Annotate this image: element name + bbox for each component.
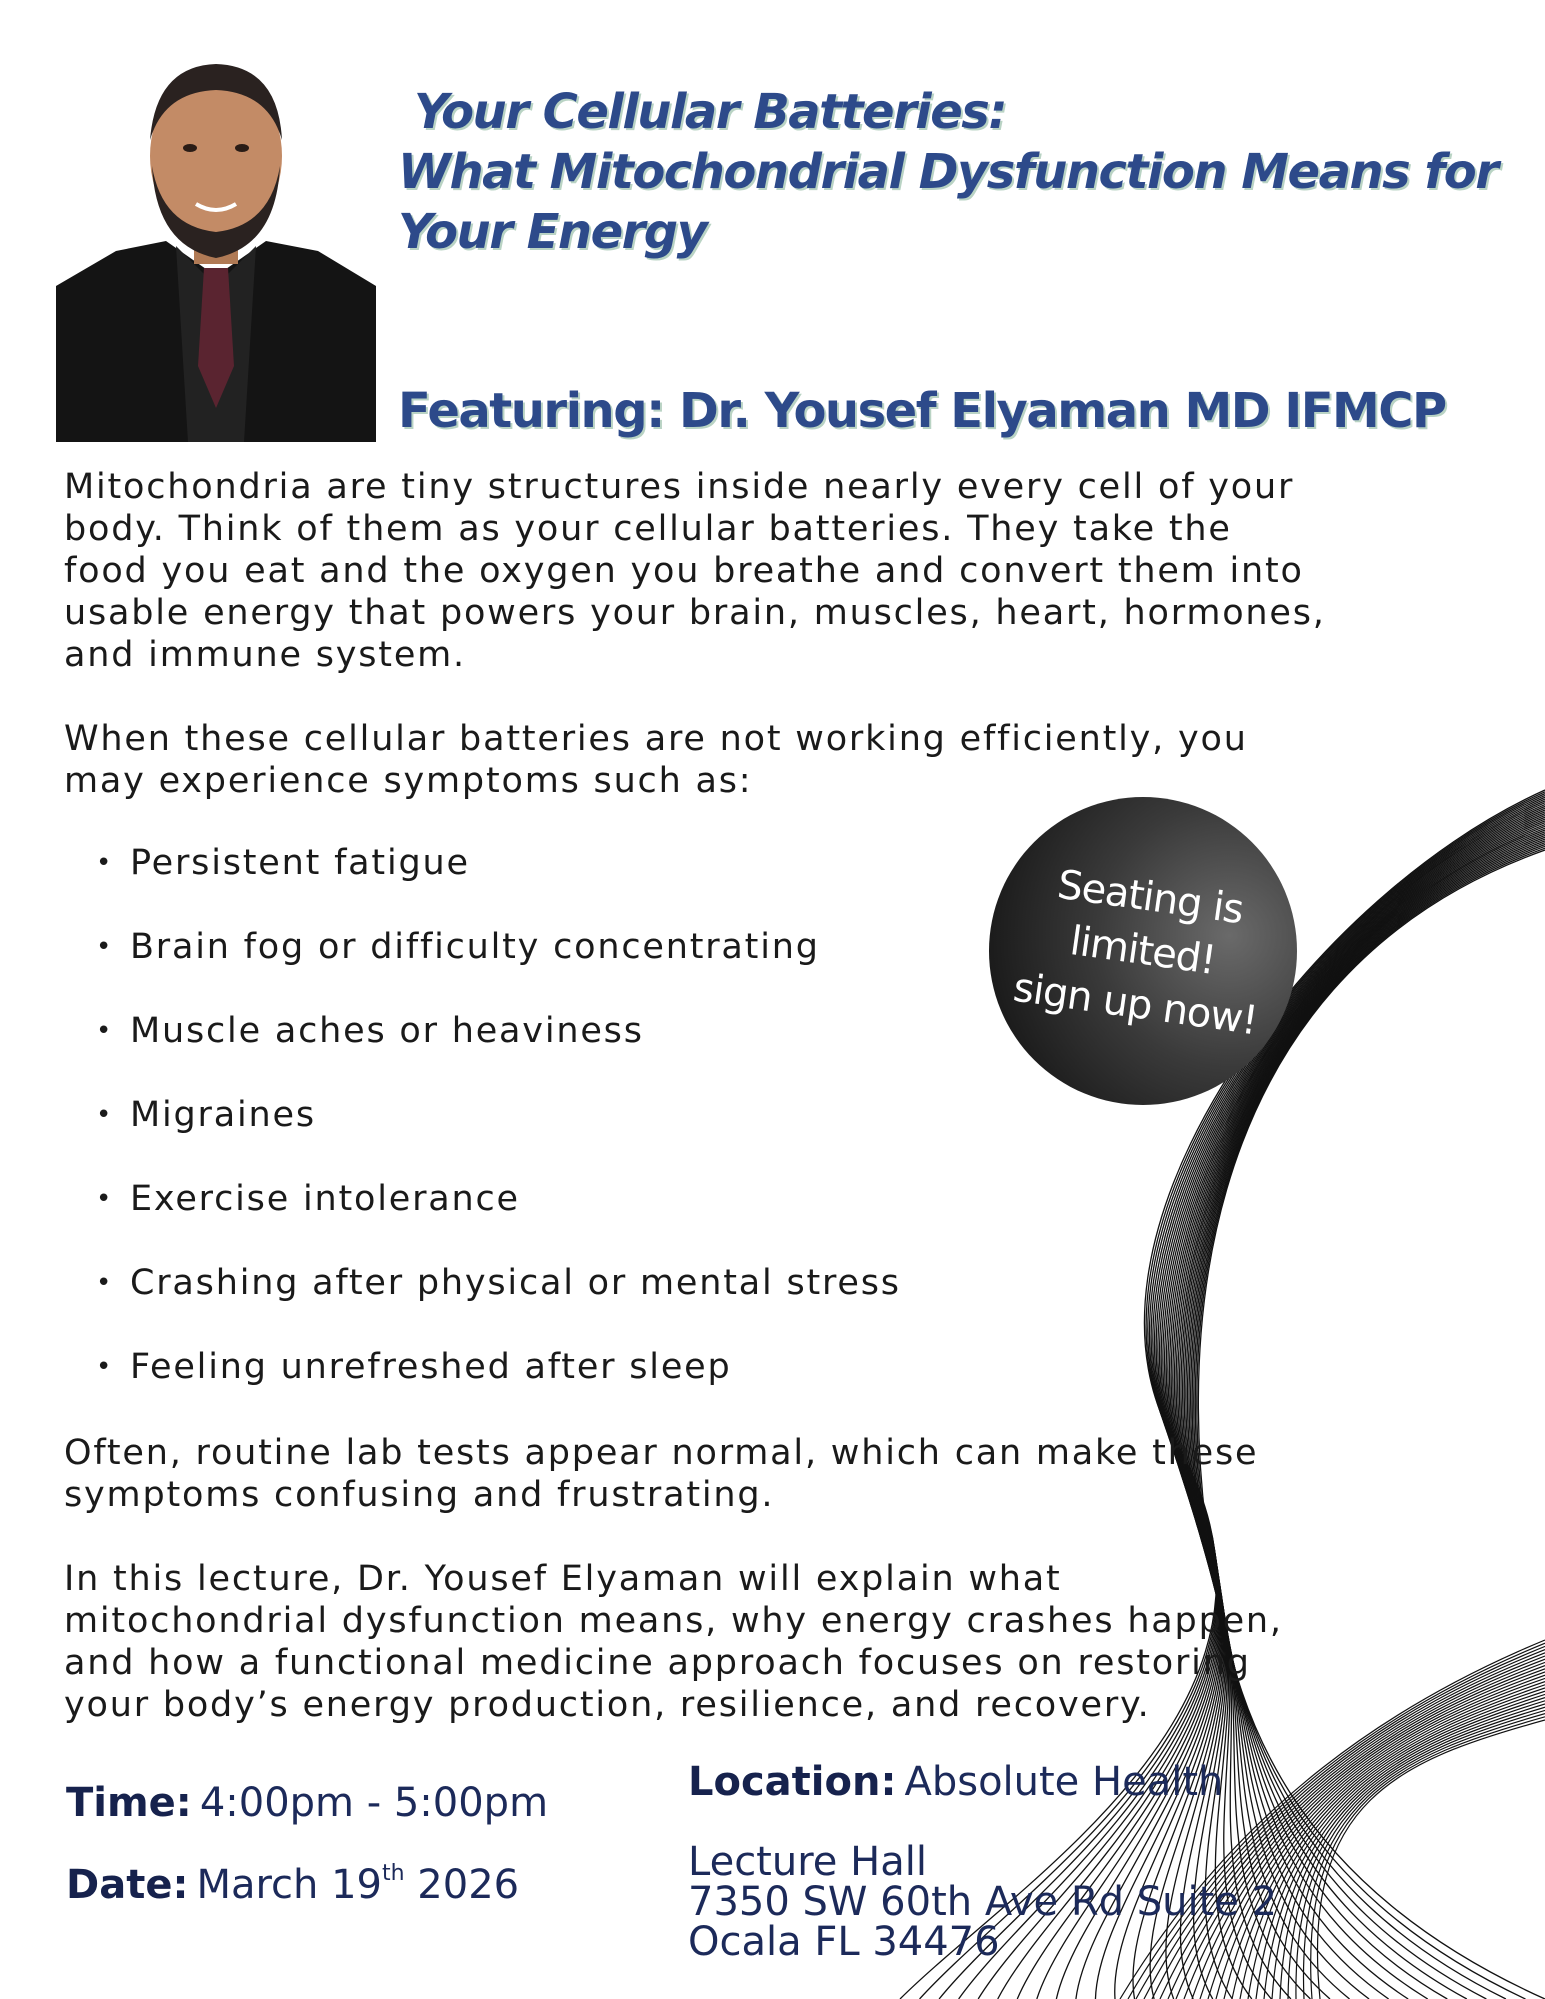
list-item bbox=[96, 1178, 901, 1262]
lecture-line: mitochondrial dysfunction means, why energy crashes happen, bbox=[64, 1601, 1283, 1641]
list-item bbox=[96, 926, 901, 1010]
bullet-icon: • bbox=[96, 1268, 114, 1298]
location-line: Ocala FL 34476 bbox=[688, 1919, 1000, 1965]
wave-line bbox=[1272, 1701, 1545, 1999]
location-label: Location: bbox=[688, 1759, 897, 1805]
event-time bbox=[66, 1780, 548, 1826]
symptoms-list bbox=[96, 842, 901, 1430]
bullet-icon: • bbox=[96, 1184, 114, 1214]
lab-tests-line: Often, routine lab tests appear normal, which can make these bbox=[64, 1433, 1259, 1473]
intro-line: usable energy that powers your brain, muscles, heart, hormones, bbox=[64, 593, 1326, 633]
date-value: March 19 bbox=[196, 1862, 382, 1908]
date-label: Date: bbox=[66, 1862, 189, 1908]
bullet-icon: • bbox=[96, 1016, 114, 1046]
intro-paragraph bbox=[64, 466, 1484, 676]
event-title bbox=[398, 82, 1538, 262]
symptom-text: Migraines bbox=[130, 1095, 316, 1135]
bullet-icon: • bbox=[96, 1352, 114, 1382]
bullet-icon: • bbox=[96, 932, 114, 962]
date-year: 2026 bbox=[417, 1862, 520, 1908]
lecture-line: and how a functional medicine approach focuses on restoring bbox=[64, 1643, 1251, 1683]
badge-line: limited! bbox=[1067, 918, 1219, 984]
list-item bbox=[96, 1010, 901, 1094]
list-item bbox=[96, 1346, 901, 1430]
featuring-speaker: Featuring: Dr. Yousef Elyaman MD IFMCP bbox=[398, 383, 1446, 439]
title-line-2: What Mitochondrial Dysfunction Means for bbox=[398, 144, 1498, 200]
location-line: 7350 SW 60th Ave Rd Suite 2 bbox=[688, 1879, 1278, 1925]
intro-line: body. Think of them as your cellular batteries. They take the bbox=[64, 509, 1232, 549]
symptoms-intro-line: When these cellular batteries are not working efficiently, you bbox=[64, 719, 1248, 759]
intro-line: and immune system. bbox=[64, 635, 466, 675]
symptoms-intro-paragraph bbox=[64, 718, 1484, 802]
symptom-text: Muscle aches or heaviness bbox=[130, 1011, 644, 1051]
intro-line: Mitochondria are tiny structures inside nearly every cell of your bbox=[64, 467, 1295, 507]
symptom-text: Crashing after physical or mental stress bbox=[130, 1263, 901, 1303]
list-item bbox=[96, 842, 901, 926]
symptom-text: Brain fog or difficulty concentrating bbox=[130, 927, 820, 967]
intro-line: food you eat and the oxygen you breathe and convert them into bbox=[64, 551, 1304, 591]
wave-line bbox=[1232, 1685, 1545, 1999]
lab-tests-paragraph bbox=[64, 1432, 1484, 1516]
bullet-icon: • bbox=[96, 1100, 114, 1130]
bullet-icon: • bbox=[96, 848, 114, 878]
event-date bbox=[66, 1862, 519, 1908]
wave-line bbox=[1256, 1694, 1545, 1999]
seating-limited-badge bbox=[989, 797, 1297, 1105]
symptom-text: Exercise intolerance bbox=[130, 1179, 520, 1219]
lecture-line: In this lecture, Dr. Yousef Elyaman will explain what bbox=[64, 1559, 1062, 1599]
badge-line: sign up now! bbox=[1010, 964, 1261, 1045]
title-line-1: Your Cellular Batteries: bbox=[414, 84, 1007, 140]
location-value: Absolute Health bbox=[904, 1759, 1224, 1805]
time-label: Time: bbox=[66, 1780, 192, 1826]
badge-line: Seating is bbox=[1054, 861, 1247, 934]
lecture-line: your body’s energy production, resilience, and recovery. bbox=[64, 1685, 1151, 1725]
lab-tests-line: symptoms confusing and frustrating. bbox=[64, 1475, 775, 1515]
wave-line bbox=[1311, 1717, 1545, 1999]
symptom-text: Persistent fatigue bbox=[130, 843, 470, 883]
lecture-description-paragraph bbox=[64, 1558, 1484, 1726]
list-item bbox=[96, 1094, 901, 1178]
wave-line bbox=[1240, 1688, 1545, 1999]
time-value: 4:00pm - 5:00pm bbox=[199, 1780, 549, 1826]
speaker-portrait-icon bbox=[56, 36, 376, 442]
date-suffix: th bbox=[382, 1860, 405, 1886]
symptoms-intro-line: may experience symptoms such as: bbox=[64, 761, 753, 801]
title-line-3: Your Energy bbox=[398, 204, 707, 260]
symptom-text: Feeling unrefreshed after sleep bbox=[130, 1347, 732, 1387]
event-location bbox=[688, 1759, 1278, 1965]
list-item bbox=[96, 1262, 901, 1346]
location-line: Lecture Hall bbox=[688, 1839, 927, 1885]
